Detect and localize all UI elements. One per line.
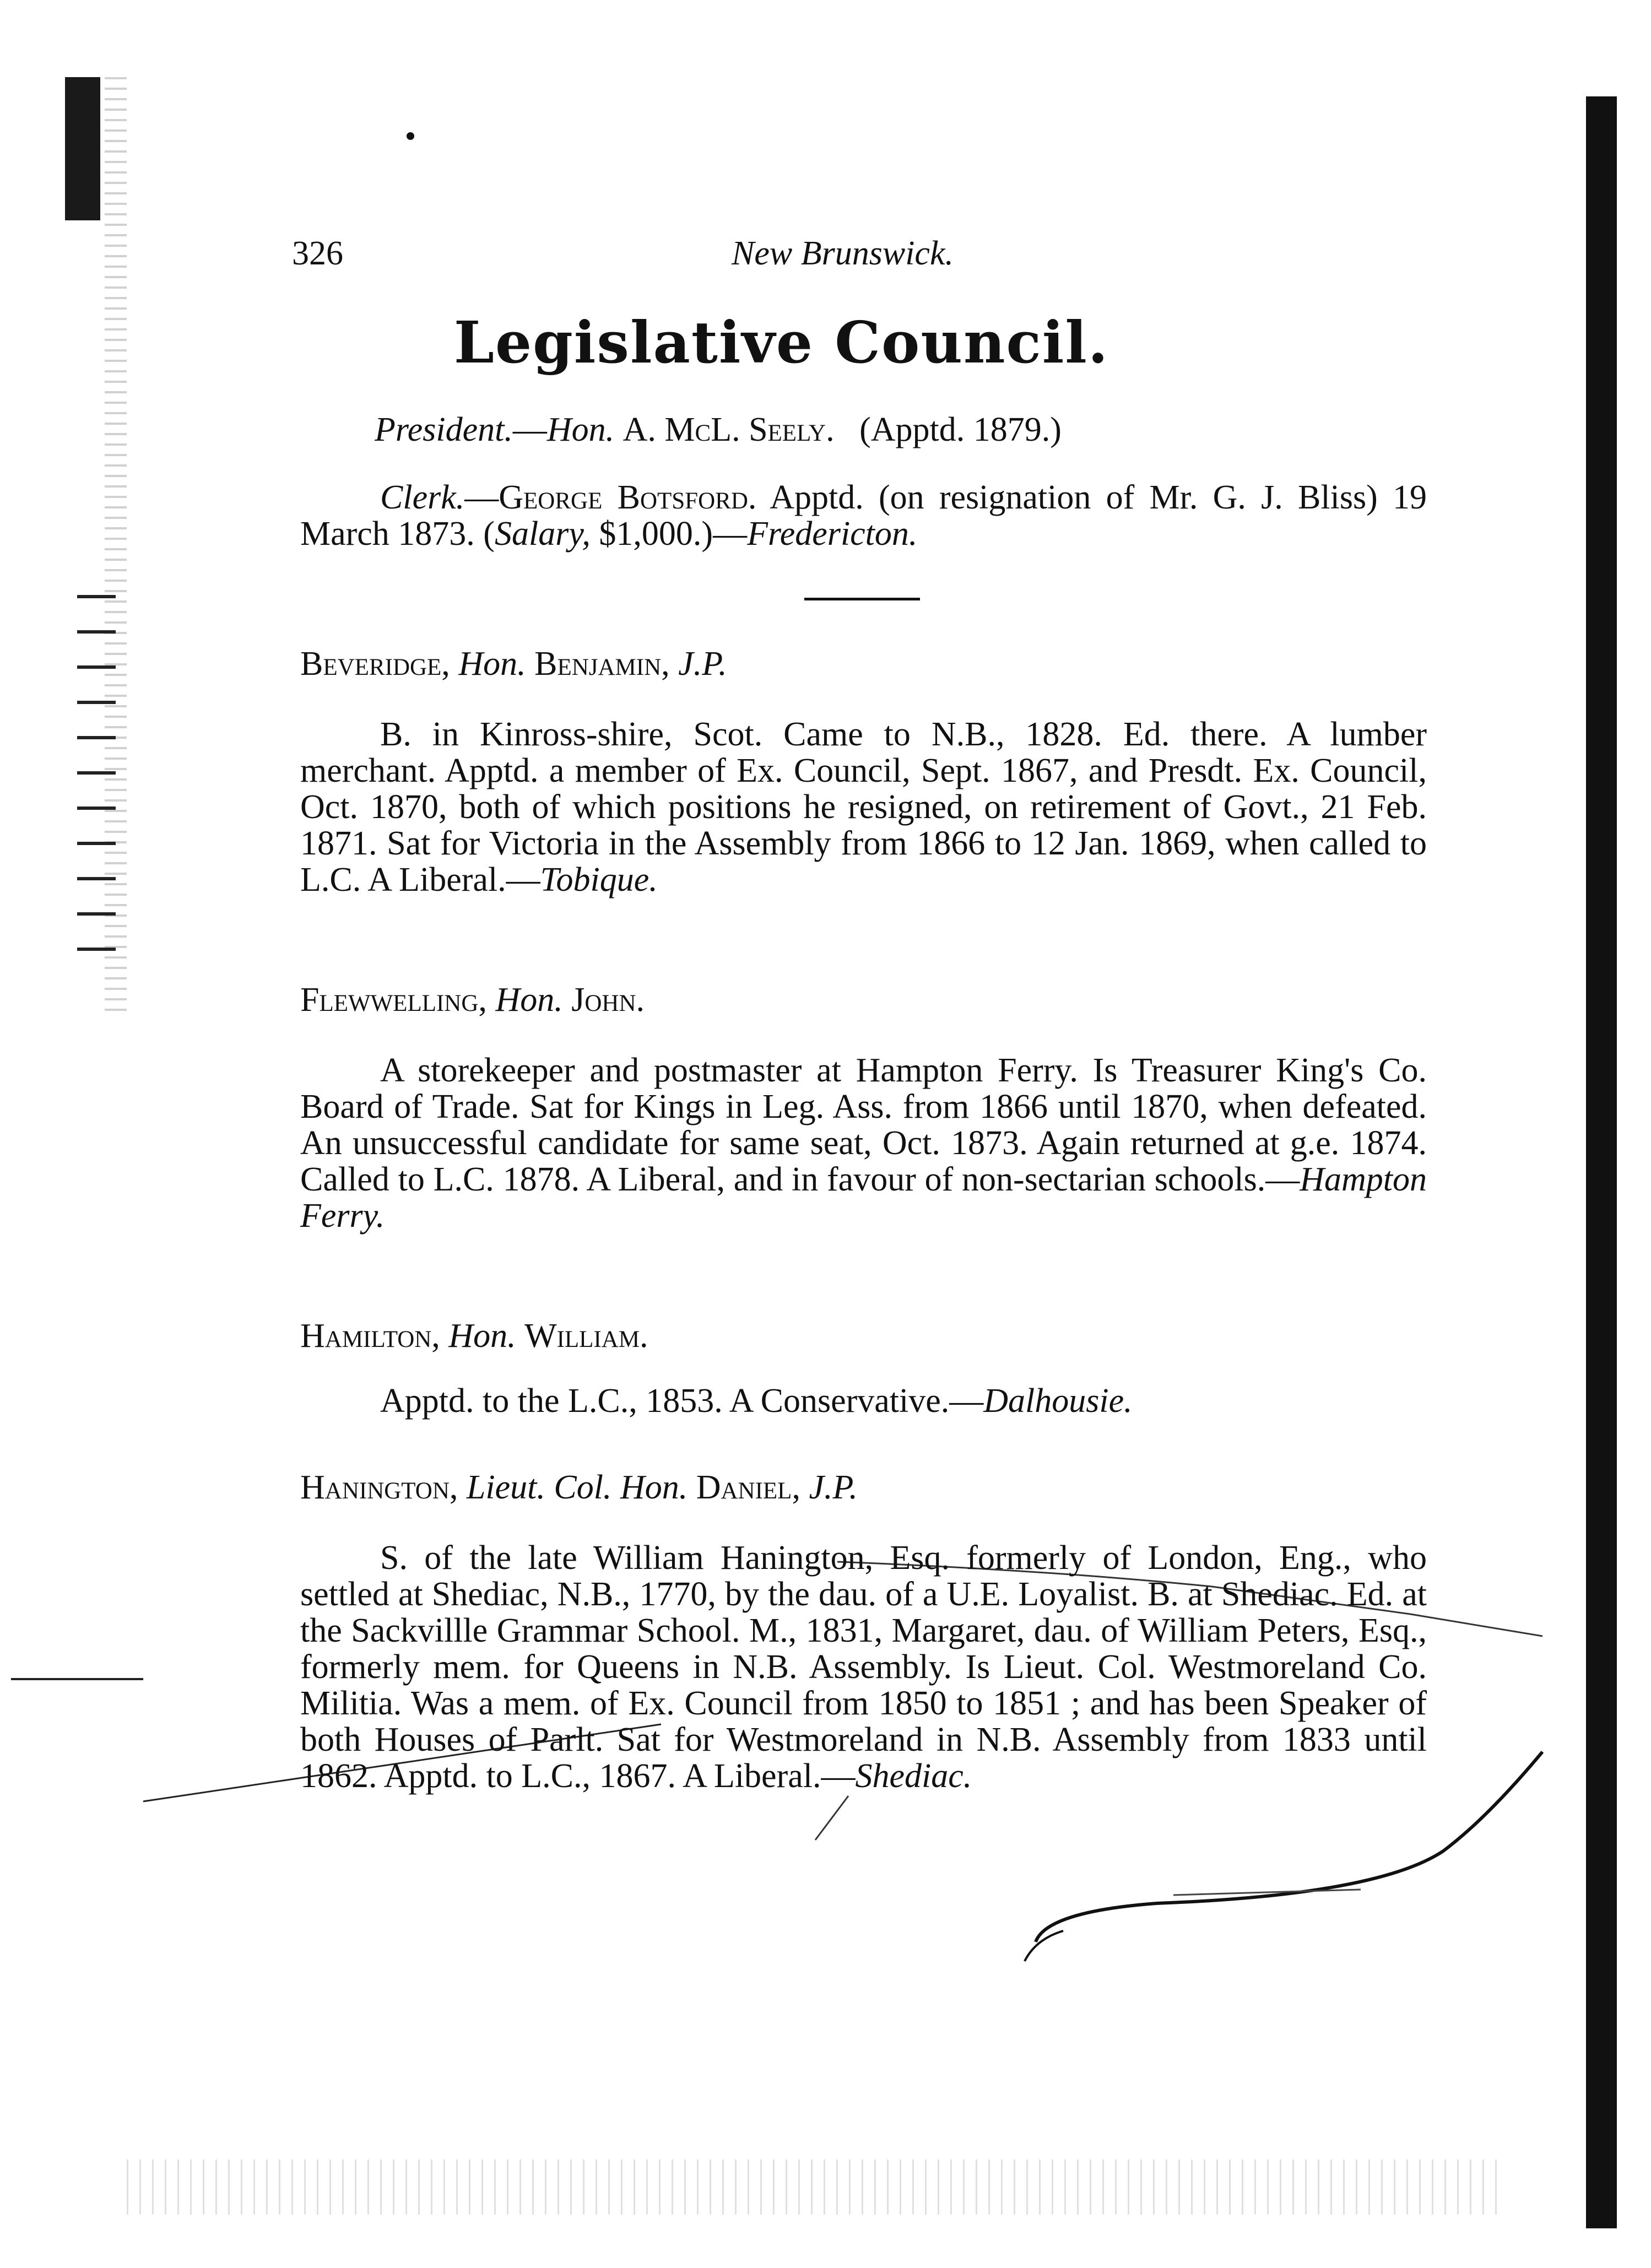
clerk-role: Clerk.: [380, 479, 465, 516]
entry-surname: Flewwelling,: [300, 981, 487, 1019]
president-name: A. McL. Seely.: [622, 411, 835, 448]
clerk-text: Apptd. (on resignation of Mr. G. J. Bliss) 19 March 1873. (: [300, 479, 1427, 553]
page-number: 326: [292, 235, 343, 272]
entry-surname: Hamilton,: [300, 1317, 440, 1355]
president-note: (Apptd. 1879.): [859, 411, 1062, 448]
page-title: Legislative Council.: [453, 308, 1109, 376]
entry-surname: Hanington,: [300, 1469, 458, 1506]
entry-text: S. of the late William Hanington, Esq. formerly of London, Eng., who settled at Shediac, N.B., 1770, by the dau. of a U.E. Loyalist. B. at Shediac. Ed. at the Sackvillle Grammar School. M., 1831, Margaret, dau. of William Peters, Esq., formerly mem. for Queens in N.B. Assembly. Is Lieut. Col. Westmoreland Co. Militia. Was a mem. of Ex. Council from 1850 to 1851 ; and has been Speaker of both Houses of Parlt. Sat for Westmoreland in N.B. Assembly from 1833 until 1862. Apptd. to L.C., 1867. A Liberal.—: [300, 1539, 1427, 1795]
entry-text: A storekeeper and postmaster at Hampton Ferry. Is Treasurer King's Co. Board of Trade. Sat for Kings in Leg. Ass. from 1866 until 1870, when defeated. An unsuccessful candidate for same seat, Oct. 1873. Again returned at g.e. 1874. Called to L.C. 1878. A Liberal, and in favour of non-sectarian schools.—: [300, 1052, 1427, 1198]
entry-place: Hampton Ferry.: [300, 1161, 1427, 1235]
entry-heading: [300, 642, 727, 686]
entry-given-name: William.: [524, 1317, 648, 1355]
entry-suffix: J.P.: [809, 1469, 858, 1506]
clerk-place: Fredericton.: [747, 515, 918, 553]
section-divider: [804, 598, 920, 600]
clerk-salary-label: Salary,: [494, 515, 591, 553]
entry-title: Hon.: [448, 1317, 516, 1355]
clerk-salary-value: $1,000.)—: [590, 515, 748, 553]
entry-place: Tobique.: [540, 861, 658, 898]
entry-given-name: John.: [571, 981, 645, 1019]
president-line: [375, 408, 1062, 452]
entry-body: [300, 1383, 1427, 1419]
president-honorific: Hon.: [546, 411, 615, 448]
clerk-dash: —: [464, 479, 499, 516]
entry-body: [300, 716, 1427, 898]
page-header: [292, 234, 1063, 278]
entry-heading: [300, 1314, 648, 1358]
entry-heading: [300, 978, 645, 1022]
entry-given-name: Daniel,: [696, 1469, 800, 1506]
entry-title: Hon.: [495, 981, 563, 1019]
entry-body: [300, 1540, 1427, 1794]
entry-surname: Beveridge,: [300, 645, 450, 683]
entry-given-name: Benjamin,: [534, 645, 670, 683]
entry-text: Apptd. to the L.C., 1853. A Conservative.—: [380, 1382, 984, 1420]
president-role: President.: [375, 411, 513, 448]
entry-suffix: J.P.: [678, 645, 727, 683]
entry-place: Shediac.: [855, 1757, 972, 1795]
entry-title: Hon.: [458, 645, 526, 683]
clerk-name: George Botsford.: [499, 479, 757, 516]
entry-title: Lieut. Col. Hon.: [466, 1469, 688, 1506]
entry-text: B. in Kinross-shire, Scot. Came to N.B., 1828. Ed. there. A lumber merchant. Apptd. a member of Ex. Council, Sept. 1867, and Presdt. Ex. Council, Oct. 1870, both of which positions he resigned, on retirement of Govt., 21 Feb. 1871. Sat for Victoria in the Assembly from 1866 to 12 Jan. 1869, when called to L.C. A Liberal.—: [300, 716, 1427, 898]
running-head: New Brunswick.: [732, 235, 954, 272]
president-dash: —: [512, 411, 547, 448]
entry-place: Dalhousie.: [983, 1382, 1133, 1420]
entry-body: [300, 1052, 1427, 1234]
clerk-paragraph: [300, 479, 1427, 552]
entry-heading: [300, 1465, 858, 1509]
